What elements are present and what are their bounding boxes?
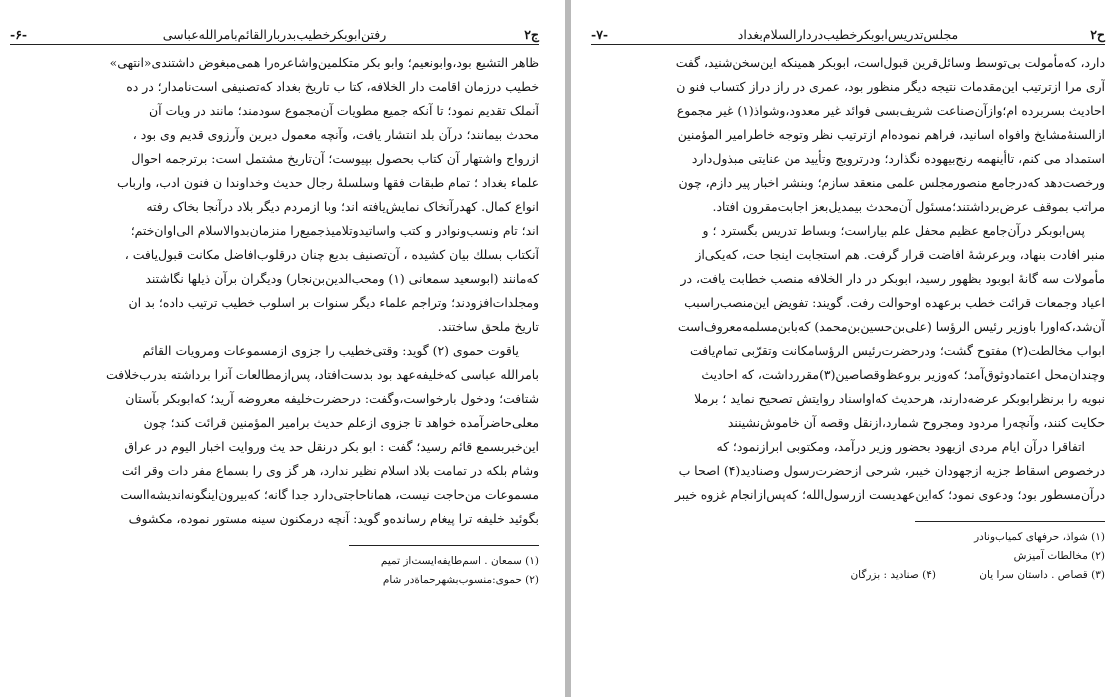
text-line: اتفاقرا درآن ایام مردی ازیهود بحضور وزیر درآمد، ومکتوبی ابرازنمود؛ که xyxy=(716,439,1085,454)
text-line: وچندان‌محل اعتمادوثوق‌آمد؛ که‌وزیر بروعظ‌وقصاصین(۳)مقرر‌داشت، که احادیث xyxy=(701,367,1105,382)
text-line: خطیب درزمان اقامت دار الخلافه، کتا ب تاریخ بغداد که‌تصنیفی است‌نامدار؛ در ده xyxy=(126,79,539,94)
text-line: انواع کمال. کهدرآنخاک نمایش‌یافته اند؛ وبا ازمردم دیگر بلاد درآنجا بخاک رفته xyxy=(146,199,539,214)
text-line: اند؛ تام ونسب‌ونوادر و کتب واساتید‌وتلامیذجمیع‌را منزمان‌بدوالاسلام الی‌اوان‌ختم؛ xyxy=(130,223,539,238)
footnote: (۴) صنادید : بزرگان xyxy=(850,569,936,581)
text-line: منبر افادت بنهاد، وبرعرشهٔ افاضت قرار گرفت. هم استجابت اینجا حت، که‌یکی‌از xyxy=(695,247,1105,262)
text-line: که‌مانند (ابوسعید سمعانی (۱) ومحب‌الدین‌بن‌نجار) ودیگران برآن ذیلها نگاشتند xyxy=(145,271,539,286)
text-line: معلی‌حاضر‌آمده خواهد تا جزوی ازعلم حدیث برامیر المؤمنین قرائت کند؛ چون xyxy=(143,415,539,430)
text-line: درآن‌مسطور بود؛ ودعوی نمود؛ که‌این‌عهدیست ازرسول‌الله؛ که‌پس‌ازانجام غزوه خیبر xyxy=(674,487,1105,502)
page-header xyxy=(591,26,1105,45)
main-text xyxy=(10,51,539,531)
text-line: ظاهر التشیع بود،وابونعیم؛ وابو بکر متکلمین‌واشاعره‌را همی‌مبغوض داشتندی«انتهی» xyxy=(109,55,539,70)
folio-mark: ج۲ xyxy=(524,27,539,42)
text-line: اعیاد وجمعات قرائت خطب برعهده اوحوالت رفت. گویند: تفویض این‌منصب‌راسبب xyxy=(684,295,1105,310)
text-line: حکایت کنند، وآنچه‌را مردود ومجروح شمارد،ازنقل وقصه آن خاموش‌نشینند xyxy=(727,415,1105,430)
text-line: آنملک تقدیم نمود؛ تا آنکه جمیع مطویات آن‌مجموع سودمند؛ مانند در ویات آن xyxy=(148,103,539,118)
text-line: آن‌شد،که‌اورا باوزیر رئیس الرؤسا (علی‌بن‌حسین‌بن‌محمد) که‌بابن‌مسلمه‌معروف‌است xyxy=(677,319,1105,334)
text-line: آنکتاب بسلك بیان کشیده ، آن‌تصنیف بدیع چنان درقلوب‌افاضل مکانت قبول‌یافت ، xyxy=(124,247,539,262)
page-number: -۷- xyxy=(591,27,609,42)
text-line: آری مرا ازترتیب این‌مقدمات نتیجه دیگر منظور بود، عمری در راز دراز کتساب فنو ن xyxy=(676,79,1105,94)
footnote-rule xyxy=(349,545,539,546)
text-line: یاقوت حموی (۲) گوید: وقتی‌خطیب را جزوی ازمسموعات ومرویات القائم xyxy=(142,343,519,358)
text-line: بامرالله عباسی که‌خلیفه‌عهد بود بدست‌افتاد، پس‌ازمطالعات آنرا برداشته بدرب‌خلافت xyxy=(106,367,539,382)
main-text xyxy=(591,51,1105,507)
footnote: (۲) حموی:منسوب‌بشهر‌حماةدر شام xyxy=(382,574,539,586)
text-line: علماء بغداد ؛ تمام طبقات فقها وسلسلهٔ رجال حدیث وخداوندا ن فنون ادب، وارباب xyxy=(117,175,539,190)
text-line: ازالسنهٔ‌مشایخ وافواه اسانید، فراهم نموده‌ام ازترتیب نظر وتوجه خاطرامیر المؤمنین xyxy=(677,127,1105,142)
text-line: بگوئید خلیفه ترا پیغام رسانده‌و گوید: آنچه درمکنون سینه مستور نموده، مکشوف xyxy=(128,511,539,526)
text-line: تاریخ ملحق ساختند. xyxy=(437,319,539,334)
footnote: (۱) شواذ، حرفهای کمیاب‌ونادر xyxy=(974,531,1105,543)
footnote: (۳) قصاص . داستان سرا یان xyxy=(979,569,1105,581)
text-line: مأمولات سه گانهٔ ابوبود بظهور رسید، ابوبکر در دار الخلافه منصب خطابت یافت، در xyxy=(680,271,1105,286)
footnotes xyxy=(10,552,539,590)
text-line: مسموعات من‌حاجت نیست، همانا‌حاجتی‌دارد جدا گانه؛ که‌بیرون‌اینگونه‌اندیشه‌ااست xyxy=(120,487,539,502)
text-line: استمداد می کنم، تاأینهمه رنج‌بیهوده نگذارد؛ ودرترویج وتأیید من عنایتی مبذول‌دارد xyxy=(691,151,1105,166)
text-line: ومجلدات‌افزودند؛ وتراجم علماء دیگر سنوات بر اسلوب خطیب ترتیب داده؛ بد ان xyxy=(128,295,539,310)
footnote-rule xyxy=(915,521,1105,522)
text-line: پس‌ابوبکر درآن‌جامع عظیم محفل علم بیاراست؛ وبساط تدریس بگسترد ؛ و xyxy=(702,223,1085,238)
page-number: -۶- xyxy=(10,27,28,42)
page-header xyxy=(10,26,539,45)
text-line: شتافت؛ ودخول بارخواست،وگفت: درحضرت‌خلیفه معروضه آرید؛ که‌ابوبکر بآستان xyxy=(125,391,539,406)
text-line: درخصوص اسقاط جزیه ازجهودان خیبر، شرحی ازحضرت‌رسول وصنادید(۴) اصحا ب xyxy=(678,463,1105,478)
text-line: ازرواج واشتهار آن کتاب بحصول بپیوست؛ آن‌تاریخ مشتمل است: برترجمه احوال xyxy=(131,151,539,166)
text-line: مراتب بموقف عرض‌برداشتند؛مسئول آن‌محدث بیمدیل‌بعز اجابت‌مقرون افتاد. xyxy=(712,199,1105,214)
text-line: ابواب مخالطت(۲) مفتوح گشت؛ ودرحضرت‌رئیس الرؤسامکانت وتقرّبی تمام‌یافت xyxy=(689,343,1105,358)
text-line: نبویه را برنظر‌ابوبکر عرضه‌دارند، هرحدیث که‌اواسناد روایتش تصحیح نماید ؛ برملا xyxy=(694,391,1105,406)
footnote: (۲) مخالطات آمیزش xyxy=(1013,550,1105,562)
text-line: وشام بلکه در تمامت بلاد اسلام نظیر ندارد، هر گز وی را بسماع مفر دات وقر ائت xyxy=(121,463,539,478)
running-title: رفتن‌ابوبکر‌خطیب‌بدربار‌القائم‌بامرالله‌عباسی xyxy=(162,27,387,42)
footnote: (۱) سمعان . اسم‌طایفه‌ایست‌از تمیم xyxy=(380,555,539,567)
text-line: این‌خبربسمع قائم رسید؛ گفت : ابو بکر درنقل حد یث وروایت اخبار الیوم در عراق xyxy=(124,439,539,454)
folio-mark: ح۲ xyxy=(1090,27,1105,42)
running-title: مجلس‌تدریس‌ابوبکر‌خطیب‌دردار‌السلام‌بغداد xyxy=(737,27,959,42)
text-line: ورخصت‌دهد که‌درجامع منصور‌مجلس علمی منعقد سازم؛ وبنشر اخبار پیر دازم، چون xyxy=(678,175,1105,190)
page-right xyxy=(571,0,1119,697)
text-line: احادیث بسربرده ام؛و‌ازآن‌صناعت شریف‌بسی فوائد غیر معدود،وشواذ(۱) غیر مجموع xyxy=(676,103,1105,118)
footnotes xyxy=(591,528,1105,585)
text-line: دارد، که‌مأمولت بی‌توسط وسائل‌قرین قبول‌است، ابوبکر همینکه این‌سخن‌شنید، گفت xyxy=(675,55,1105,70)
text-line: محدث بیمانند؛ درآن بلد انتشار یافت، وآنچه معمول دیرین وآرزوی قدیم وی بود ، xyxy=(132,127,539,142)
footnote-pair xyxy=(591,566,1105,585)
